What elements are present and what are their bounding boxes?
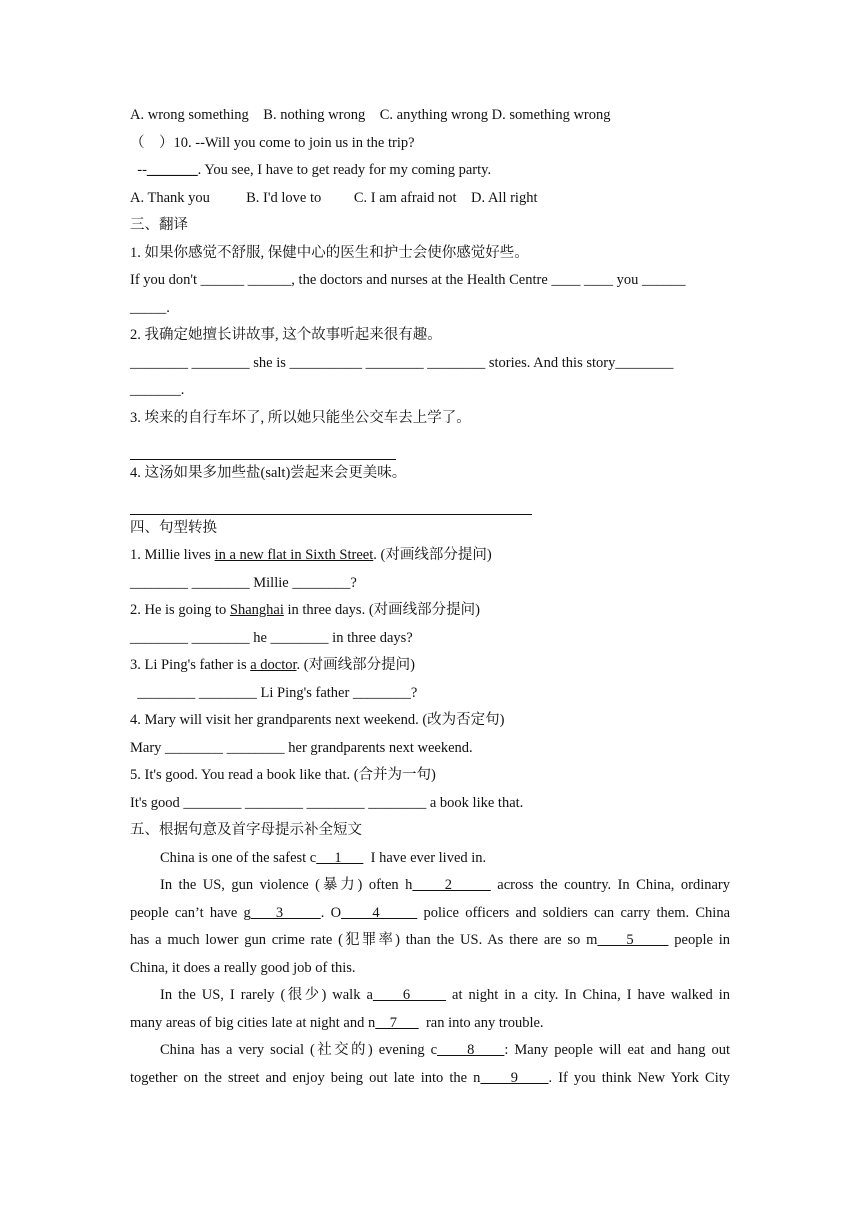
passage-paragraph-3-line-2: many areas of big cities late at night and n 7 ran into any trouble. (130, 1014, 544, 1031)
section-5-heading: 五、根据句意及首字母提示补全短文 (130, 822, 362, 838)
transform-3-answer: ________ ________ Li Ping's father ________? (130, 684, 418, 701)
passage-paragraph-4-line-1: China has a very social (社交的) evening c 8 : Many people will eat and hang out (160, 1042, 731, 1058)
transform-4-answer: Mary ________ ________ her grandparents next weekend. (130, 739, 473, 756)
passage-paragraph-4-line-2: together on the street and enjoy being out late into the n 9 . If you think New York City (130, 1069, 730, 1086)
transform-4-question: 4. Mary will visit her grandparents next weekend. (改为否定句) (130, 712, 505, 728)
q10-answer-line: --_______. You see, I have to get ready for my coming party. (130, 162, 492, 178)
worksheet-content (130, 102, 730, 1092)
passage-paragraph-3-line-1: In the US, I rarely (很少) walk a 6 at night in a city. In China, I have walked in (160, 987, 731, 1003)
translation-3-chinese: 3. 埃来的自行车坏了, 所以她只能坐公交车去上学了。 (130, 409, 471, 426)
q10-options: A. Thank you B. I'd love to C. I am afraid not D. All right (130, 189, 538, 206)
translation-3-answer-line (130, 432, 730, 460)
q9-options: A. wrong something B. nothing wrong C. anything wrong D. something wrong (130, 107, 611, 123)
passage-paragraph-2-line-3: has a much lower gun crime rate (犯罪率) than the US. As there are so m 5 people in (130, 932, 731, 948)
transform-5-question: 5. It's good. You read a book like that. (合并为一句) (130, 767, 436, 783)
translation-1-english-cont: _____. (130, 299, 170, 316)
translation-4-chinese: 4. 这汤如果多加些盐(salt)尝起来会更美味。 (130, 464, 407, 481)
passage-paragraph-1: China is one of the safest c 1 I have ever lived in. (160, 849, 487, 866)
translation-1-chinese: 1. 如果你感觉不舒服, 保健中心的医生和护士会使你感觉好些。 (130, 244, 529, 261)
translation-1-english: If you don't ______ ______, the doctors and nurses at the Health Centre ____ ____ you ______ (130, 272, 686, 288)
passage-paragraph-2-line-4: China, it does a really good job of this. (130, 959, 356, 976)
translation-4-answer-line (130, 487, 730, 515)
passage-paragraph-2-line-1: In the US, gun violence (暴力) often h 2 across the country. In China, ordinary (160, 877, 731, 893)
translation-2-english: ________ ________ she is __________ ________ ________ stories. And this story________ (130, 354, 674, 371)
translation-2-chinese: 2. 我确定她擅长讲故事, 这个故事听起来很有趣。 (130, 327, 442, 343)
transform-2-answer: ________ ________ he ________ in three days? (130, 629, 413, 646)
transform-2-question: 2. He is going to Shanghai in three days. (对画线部分提问) (130, 602, 480, 618)
q10-question: （ ）10. --Will you come to join us in the trip? (130, 134, 415, 151)
passage-paragraph-2-line-2: people can’t have g 3 . O 4 police officers and soldiers can carry them. China (130, 904, 731, 921)
transform-5-answer: It's good ________ ________ ________ ________ a book like that. (130, 794, 524, 811)
transform-3-question: 3. Li Ping's father is a doctor. (对画线部分提问) (130, 657, 415, 673)
section-4-heading: 四、句型转换 (130, 519, 217, 536)
section-3-heading: 三、翻译 (130, 217, 188, 233)
translation-2-english-cont: _______. (130, 382, 185, 398)
transform-1-answer: ________ ________ Millie ________? (130, 574, 357, 591)
transform-1-question: 1. Millie lives in a new flat in Sixth Street. (对画线部分提问) (130, 547, 492, 563)
